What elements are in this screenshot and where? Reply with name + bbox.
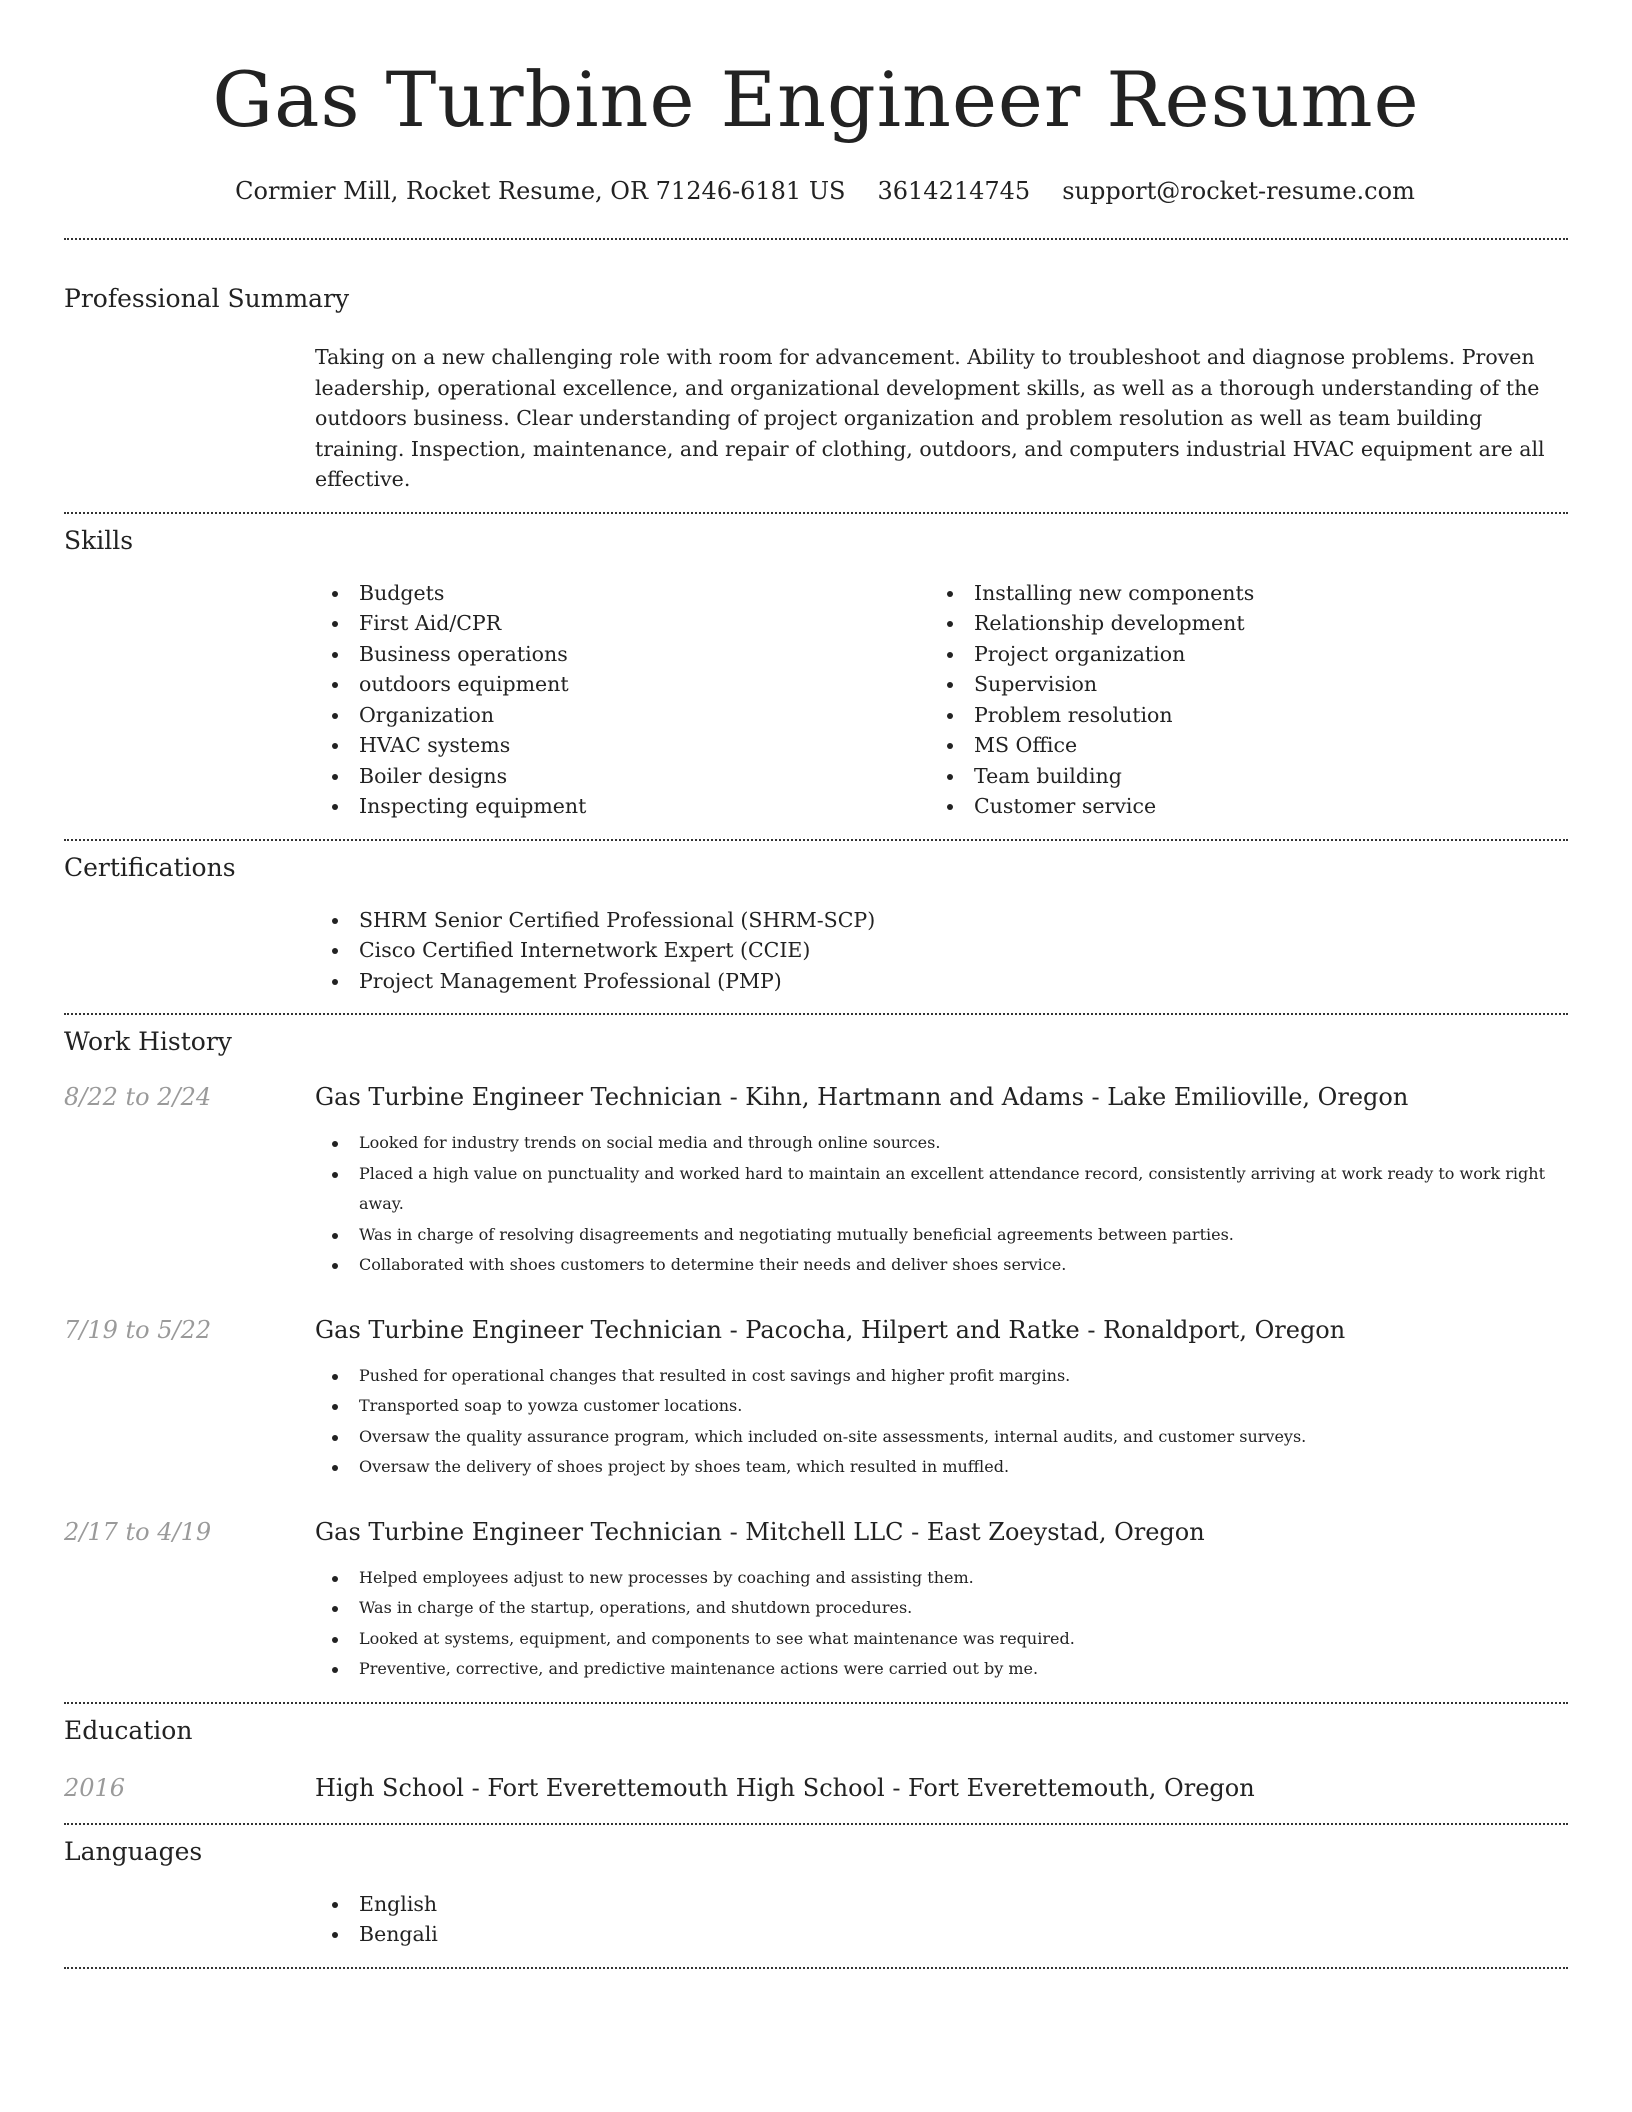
list-item: Project organization [930, 639, 1545, 670]
list-item: Preventive, corrective, and predictive maintenance actions were carried out by me. [315, 1654, 1568, 1685]
job-entry [64, 1081, 1568, 1281]
resume-title: Gas Turbine Engineer Resume [212, 55, 1420, 144]
education-entry [64, 1772, 1568, 1804]
list-item: Helped employees adjust to new processes by coaching and assisting them. [315, 1563, 1568, 1594]
section-divider [64, 1967, 1568, 1969]
list-item: Project Management Professional (PMP) [315, 966, 1568, 997]
job-body [315, 1314, 1568, 1483]
list-item: Team building [930, 761, 1545, 792]
skills-list-right [930, 578, 1545, 822]
job-duties-list [315, 1128, 1568, 1281]
list-item: Installing new components [930, 578, 1545, 609]
job-dates: 2/17 to 4/19 [64, 1517, 212, 1546]
job-heading: Gas Turbine Engineer Technician - Kihn, Hartmann and Adams - Lake Emilioville, Oregon [315, 1083, 1409, 1111]
job-entry [64, 1314, 1568, 1483]
job-heading: Gas Turbine Engineer Technician - Mitchell LLC - East Zoeystad, Oregon [315, 1517, 1205, 1546]
contact-line [64, 176, 1568, 206]
section-title-certifications: Certifications [64, 852, 236, 882]
list-item: Bengali [315, 1919, 1568, 1950]
work-history-section [64, 1015, 1568, 1702]
job-dates: 7/19 to 5/22 [64, 1315, 212, 1344]
list-item: Customer service [930, 791, 1545, 822]
education-year: 2016 [64, 1773, 126, 1802]
skills-grid [315, 578, 1568, 822]
section-title-languages: Languages [64, 1836, 203, 1866]
section-title-summary: Professional Summary [64, 284, 350, 313]
list-item: Looked at systems, equipment, and components to see what maintenance was required. [315, 1624, 1568, 1655]
list-item: Oversaw the quality assurance program, which included on-site assessments, internal audits, and customer surveys. [315, 1422, 1568, 1453]
list-item: English [315, 1889, 1568, 1920]
list-item: Was in charge of the startup, operations, and shutdown procedures. [315, 1593, 1568, 1624]
skills-list-left [315, 578, 930, 822]
contact-phone: 3614214745 [877, 177, 1031, 205]
list-item: Pushed for operational changes that resulted in cost savings and higher profit margins. [315, 1361, 1568, 1392]
list-item: Business operations [315, 639, 930, 670]
list-item: Looked for industry trends on social media and through online sources. [315, 1128, 1568, 1159]
contact-address: Cormier Mill, Rocket Resume, OR 71246-6181 US [235, 177, 846, 205]
list-item: Oversaw the delivery of shoes project by shoes team, which resulted in muffled. [315, 1452, 1568, 1483]
education-section [64, 1704, 1568, 1823]
list-item: MS Office [930, 730, 1545, 761]
contact-email: support@rocket-resume.com [1062, 177, 1415, 205]
list-item: Was in charge of resolving disagreements and negotiating mutually beneficial agreements between parties. [315, 1220, 1568, 1251]
section-title-work-history: Work History [64, 1027, 232, 1056]
section-title-skills: Skills [64, 525, 134, 555]
job-entry [64, 1516, 1568, 1685]
list-item: SHRM Senior Certified Professional (SHRM-SCP) [315, 905, 1568, 936]
education-heading: High School - Fort Everettemouth High School - Fort Everettemouth, Oregon [315, 1773, 1255, 1802]
list-item: Boiler designs [315, 761, 930, 792]
job-body [315, 1516, 1568, 1685]
job-duties-list [315, 1361, 1568, 1483]
job-body [315, 1081, 1568, 1281]
job-duties-list [315, 1563, 1568, 1685]
job-dates: 8/22 to 2/24 [64, 1083, 212, 1111]
list-item: Collaborated with shoes customers to determine their needs and deliver shoes service. [315, 1250, 1568, 1281]
certifications-section [64, 841, 1568, 1014]
list-item: Relationship development [930, 608, 1545, 639]
summary-text: Taking on a new challenging role with room for advancement. Ability to troubleshoot and diagnose problems. Proven leadership, operational excellence, and organizational development skills, as well as a thorough understanding of the outdoors business. Clear understanding of project organization and problem resolution as well as team building training. Inspection, maintenance, and repair of clothing, outdoors, and computers industrial HVAC equipment are all effective. [315, 345, 1545, 491]
list-item: Budgets [315, 578, 930, 609]
resume-page [64, 0, 1568, 1969]
certifications-list [315, 905, 1568, 997]
languages-list [315, 1889, 1568, 1950]
education-body [315, 1772, 1568, 1804]
list-item: Placed a high value on punctuality and worked hard to maintain an excellent attendance record, consistently arriving at work ready to work right away. [315, 1159, 1568, 1220]
list-item: HVAC systems [315, 730, 930, 761]
list-item: Supervision [930, 669, 1545, 700]
list-item: Problem resolution [930, 700, 1545, 731]
job-heading: Gas Turbine Engineer Technician - Pacocha, Hilpert and Ratke - Ronaldport, Oregon [315, 1315, 1346, 1344]
list-item: First Aid/CPR [315, 608, 930, 639]
list-item: Cisco Certified Internetwork Expert (CCIE) [315, 935, 1568, 966]
skills-section [64, 514, 1568, 839]
languages-section [64, 1825, 1568, 1967]
list-item: Transported soap to yowza customer locations. [315, 1391, 1568, 1422]
resume-header [64, 0, 1568, 206]
list-item: Inspecting equipment [315, 791, 930, 822]
list-item: outdoors equipment [315, 669, 930, 700]
summary-section [64, 240, 1568, 512]
section-title-education: Education [64, 1715, 193, 1745]
list-item: Organization [315, 700, 930, 731]
